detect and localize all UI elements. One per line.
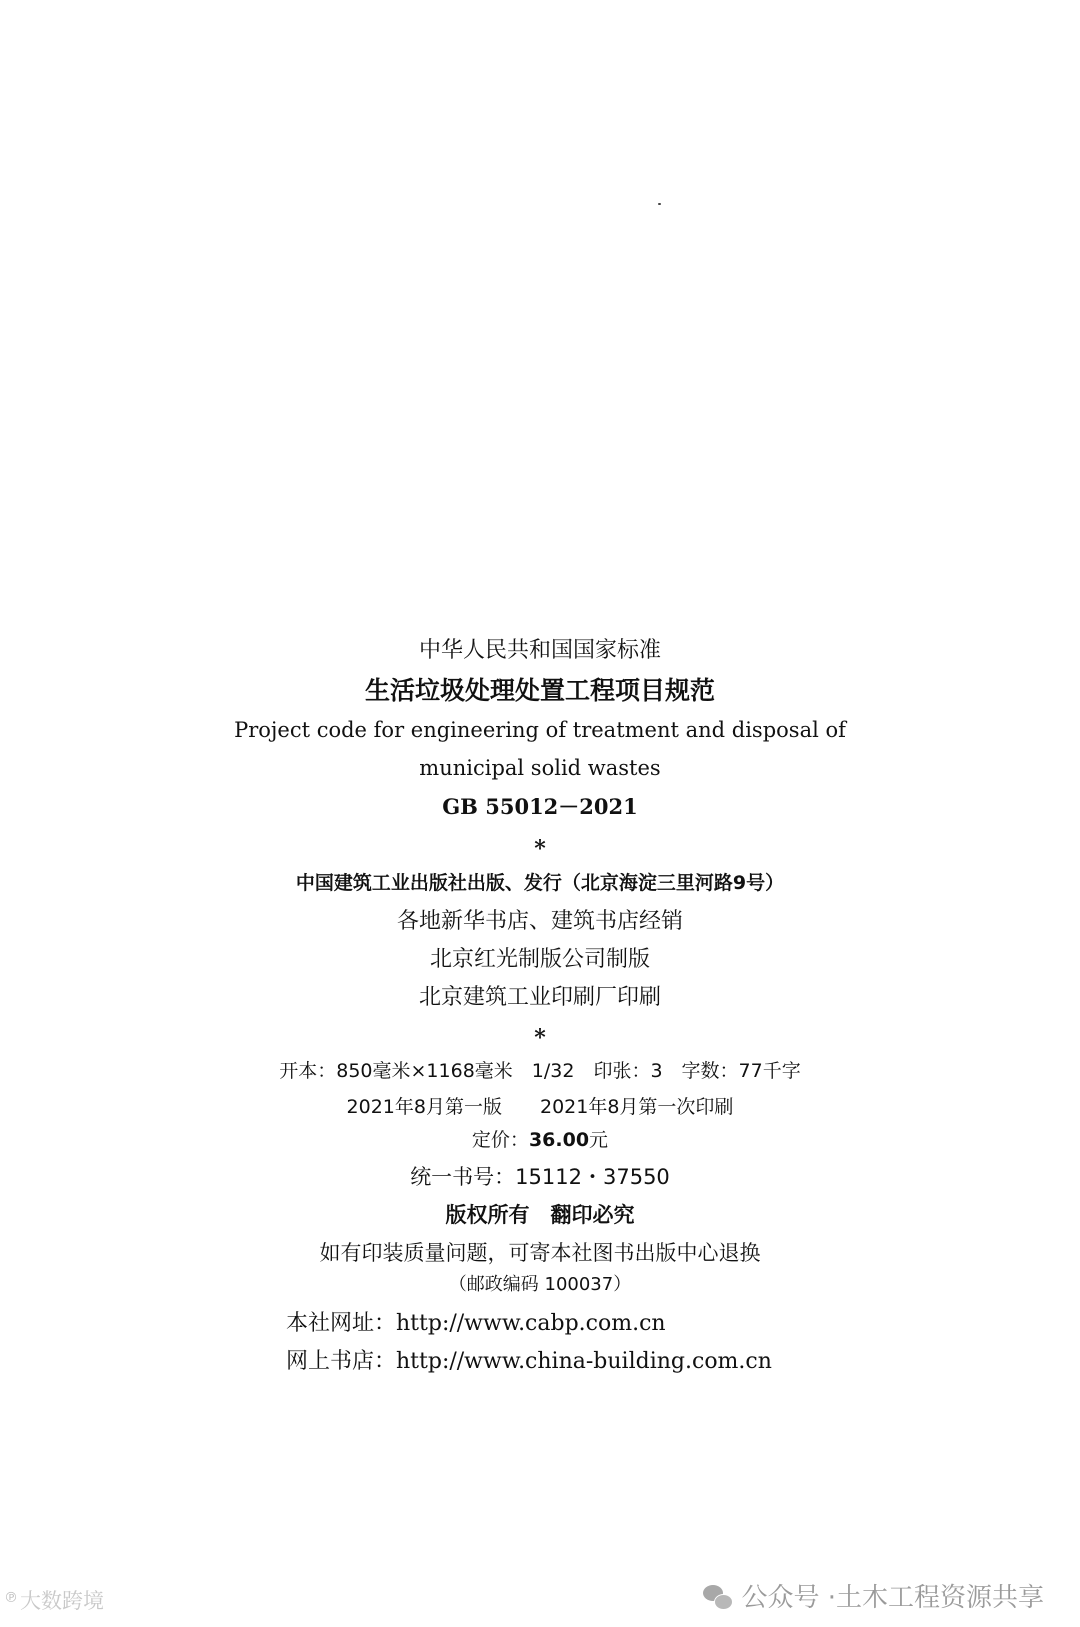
specs-line: 开本：850毫米×1168毫米 1/32 印张：3 字数：77千字 bbox=[279, 1060, 801, 1082]
title-en-line1: Project code for engineering of treatment and disposal of bbox=[234, 718, 846, 742]
bookstore-url: http://www.china-building.com.cn bbox=[396, 1349, 772, 1374]
watermark-left-text: 大数跨境 bbox=[20, 1589, 104, 1613]
website-line bbox=[286, 1313, 666, 1335]
standard-code: GB 55012－2021 bbox=[442, 794, 638, 819]
edition-line: 2021年8月第一版 2021年8月第一次印刷 bbox=[346, 1096, 734, 1118]
website-url: http://www.cabp.com.cn bbox=[396, 1311, 666, 1336]
book-number-line: 统一书号：15112・37550 bbox=[410, 1165, 670, 1189]
distributor-line: 各地新华书店、建筑书店经销 bbox=[396, 909, 683, 934]
footer-watermarks bbox=[0, 1585, 1080, 1625]
postcode-line: （邮政编码 100037） bbox=[448, 1274, 632, 1295]
title-en-line2: municipal solid wastes bbox=[419, 756, 661, 780]
price-value: 36.00 bbox=[528, 1129, 590, 1151]
return-notice-line: 如有印装质量问题，可寄本社图书出版中心退换 bbox=[319, 1241, 761, 1265]
printer-line: 北京建筑工业印刷厂印刷 bbox=[418, 985, 661, 1010]
watermark-logo-icon: ℗ bbox=[4, 1590, 18, 1606]
price-line bbox=[0, 1131, 1080, 1150]
scan-speck bbox=[658, 203, 661, 205]
bookstore-label: 网上书店： bbox=[286, 1349, 397, 1374]
website-label: 本社网址： bbox=[286, 1311, 397, 1336]
bookstore-line bbox=[286, 1351, 772, 1373]
watermark-right-prefix: 公众号 · bbox=[741, 1583, 836, 1613]
standard-series: 中华人民共和国国家标准 bbox=[418, 638, 661, 663]
separator-1: * bbox=[534, 836, 546, 862]
price-unit: 元 bbox=[589, 1129, 609, 1151]
copyright-line: 版权所有 翻印必究 bbox=[445, 1203, 635, 1227]
price-label: 定价： bbox=[471, 1129, 529, 1151]
watermark-left bbox=[4, 1591, 104, 1612]
plate-maker-line: 北京红光制版公司制版 bbox=[429, 947, 650, 972]
watermark-right bbox=[703, 1585, 1044, 1611]
watermark-right-text: 土木工程资源共享 bbox=[835, 1583, 1044, 1613]
wechat-icon bbox=[703, 1585, 733, 1611]
publisher-line: 中国建筑工业出版社出版、发行（北京海淀三里河路9号） bbox=[295, 872, 785, 894]
separator-2: * bbox=[534, 1025, 546, 1051]
title-cn: 生活垃圾处理处置工程项目规范 bbox=[364, 676, 715, 705]
